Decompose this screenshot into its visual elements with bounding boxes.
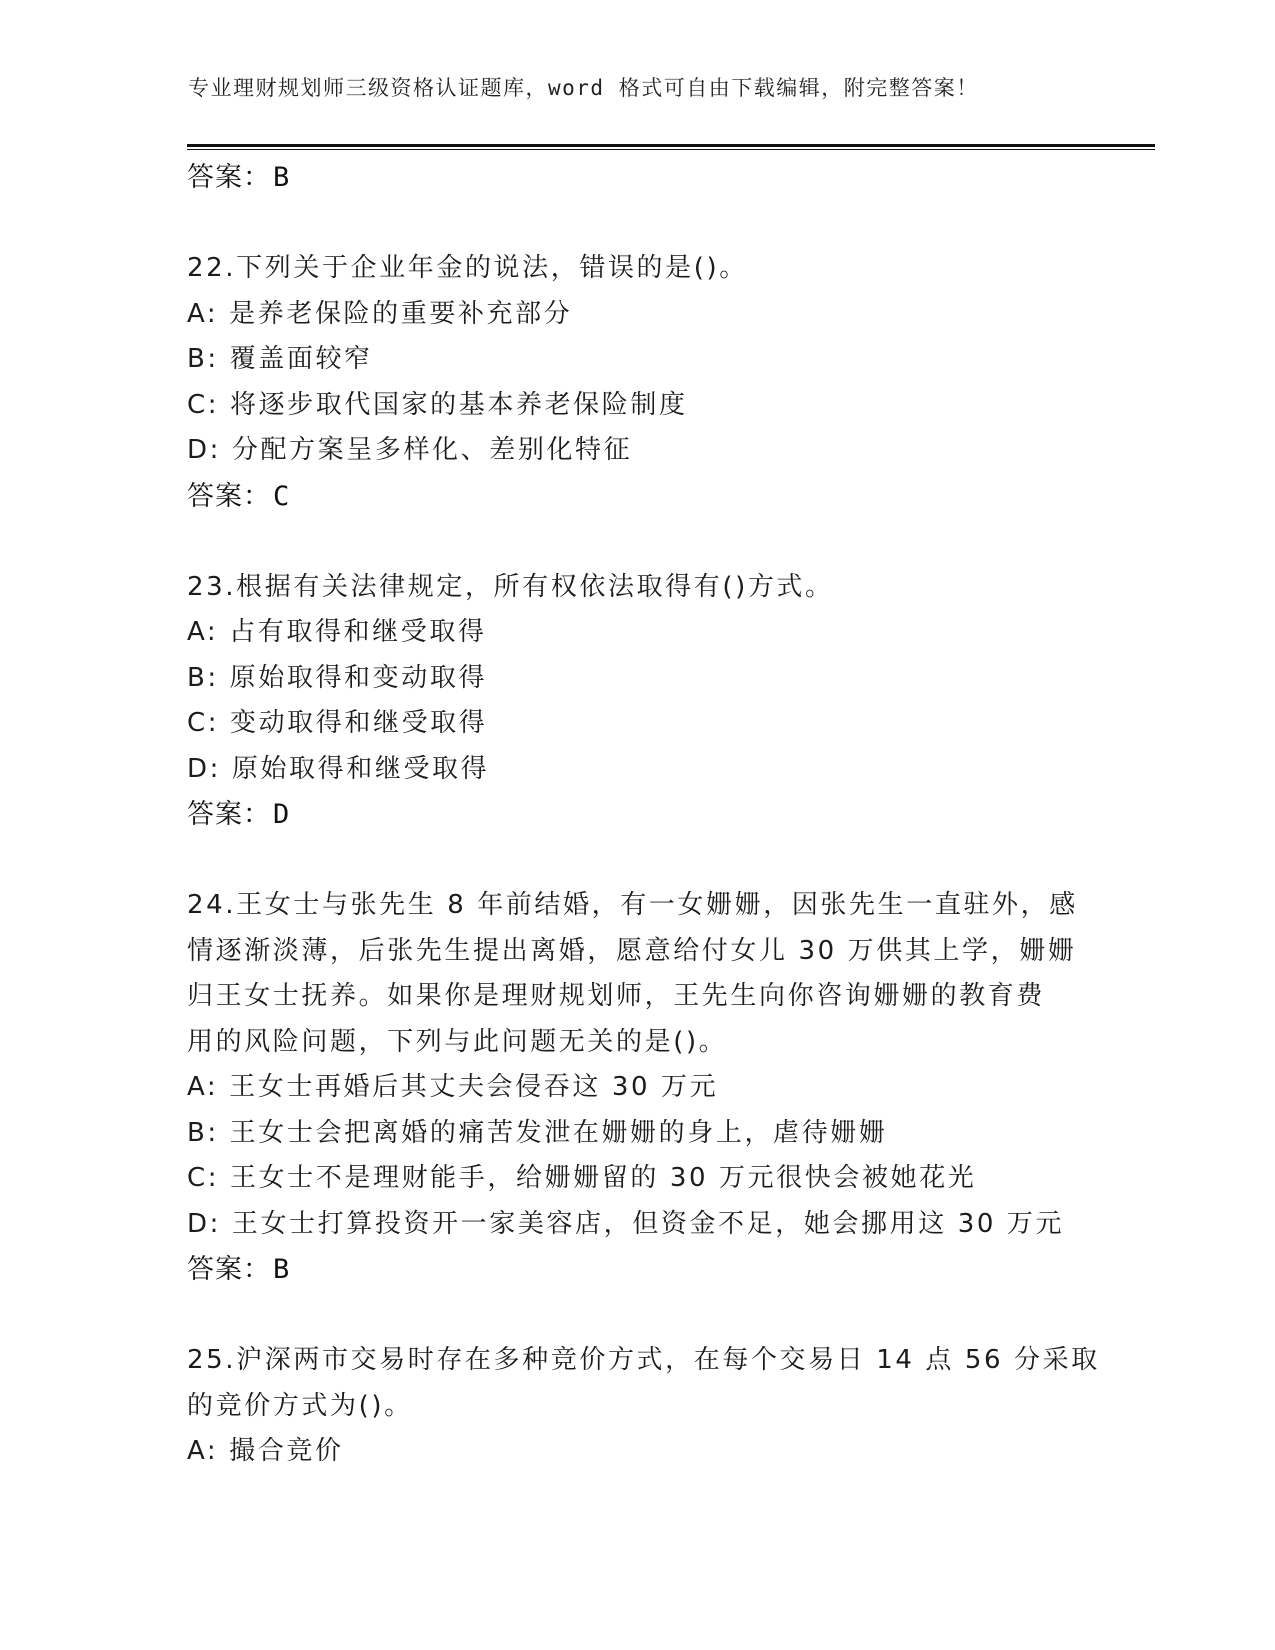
question-block (187, 1338, 1100, 1475)
answer-line: 答案：B (187, 1254, 291, 1285)
question-text-line: 24.王女士与张先生 8 年前结婚，有一女姗姗，因张先生一直驻外，感 (187, 890, 1078, 920)
answer-line: 答案：B (187, 162, 291, 193)
document-body (187, 155, 1100, 1475)
question-text-line: 用的风险问题，下列与此问题无关的是()。 (187, 1026, 728, 1057)
option-a: A: 王女士再婚后其丈夫会侵吞这 30 万元 (187, 1072, 719, 1102)
question-text-line: 25.沪深两市交易时存在多种竞价方式，在每个交易日 14 点 56 分采取 (187, 1345, 1100, 1375)
option-c: C: 变动取得和继受取得 (187, 708, 488, 738)
answer-line: 答案：D (187, 799, 291, 830)
header-rule-thick (187, 144, 1155, 147)
document-header: 专业理财规划师三级资格认证题库，word 格式可自由下载编辑，附完整答案！ (188, 76, 979, 100)
question-text-line: 的竞价方式为()。 (187, 1390, 413, 1421)
header-rule-thin (187, 149, 1155, 150)
question-text-line: 归王女士抚养。如果你是理财规划师，王先生向你咨询姗姗的教育费 (187, 981, 1046, 1011)
option-b: B: 原始取得和变动取得 (187, 662, 488, 693)
option-d: D: 王女士打算投资开一家美容店，但资金不足，她会挪用这 30 万元 (187, 1208, 1065, 1239)
option-b: B: 王女士会把离婚的痛苦发泄在姗姗的身上，虐待姗姗 (187, 1117, 888, 1148)
option-c: C: 将逐步取代国家的基本养老保险制度 (187, 389, 688, 420)
question-block (187, 246, 1087, 519)
option-a: A: 撮合竞价 (187, 1436, 344, 1466)
option-d: D: 分配方案呈多样化、差别化特征 (187, 435, 633, 465)
option-a: A: 是养老保险的重要补充部分 (187, 298, 573, 329)
question-block (187, 565, 1087, 838)
option-c: C: 王女士不是理财能手，给姗姗留的 30 万元很快会被她花光 (187, 1163, 977, 1193)
option-d: D: 原始取得和继受取得 (187, 753, 490, 784)
question-block (187, 883, 1087, 1293)
answer-line: 答案：C (187, 480, 291, 512)
question-text: 23.根据有关法律规定，所有权依法取得有()方式。 (187, 571, 834, 602)
question-text: 22.下列关于企业年金的说法，错误的是()。 (187, 253, 748, 283)
option-b: B: 覆盖面较窄 (187, 344, 373, 374)
question-text-line: 情逐渐淡薄，后张先生提出离婚，愿意给付女儿 30 万供其上学，姗姗 (187, 935, 1077, 966)
option-a: A: 占有取得和继受取得 (187, 617, 487, 647)
